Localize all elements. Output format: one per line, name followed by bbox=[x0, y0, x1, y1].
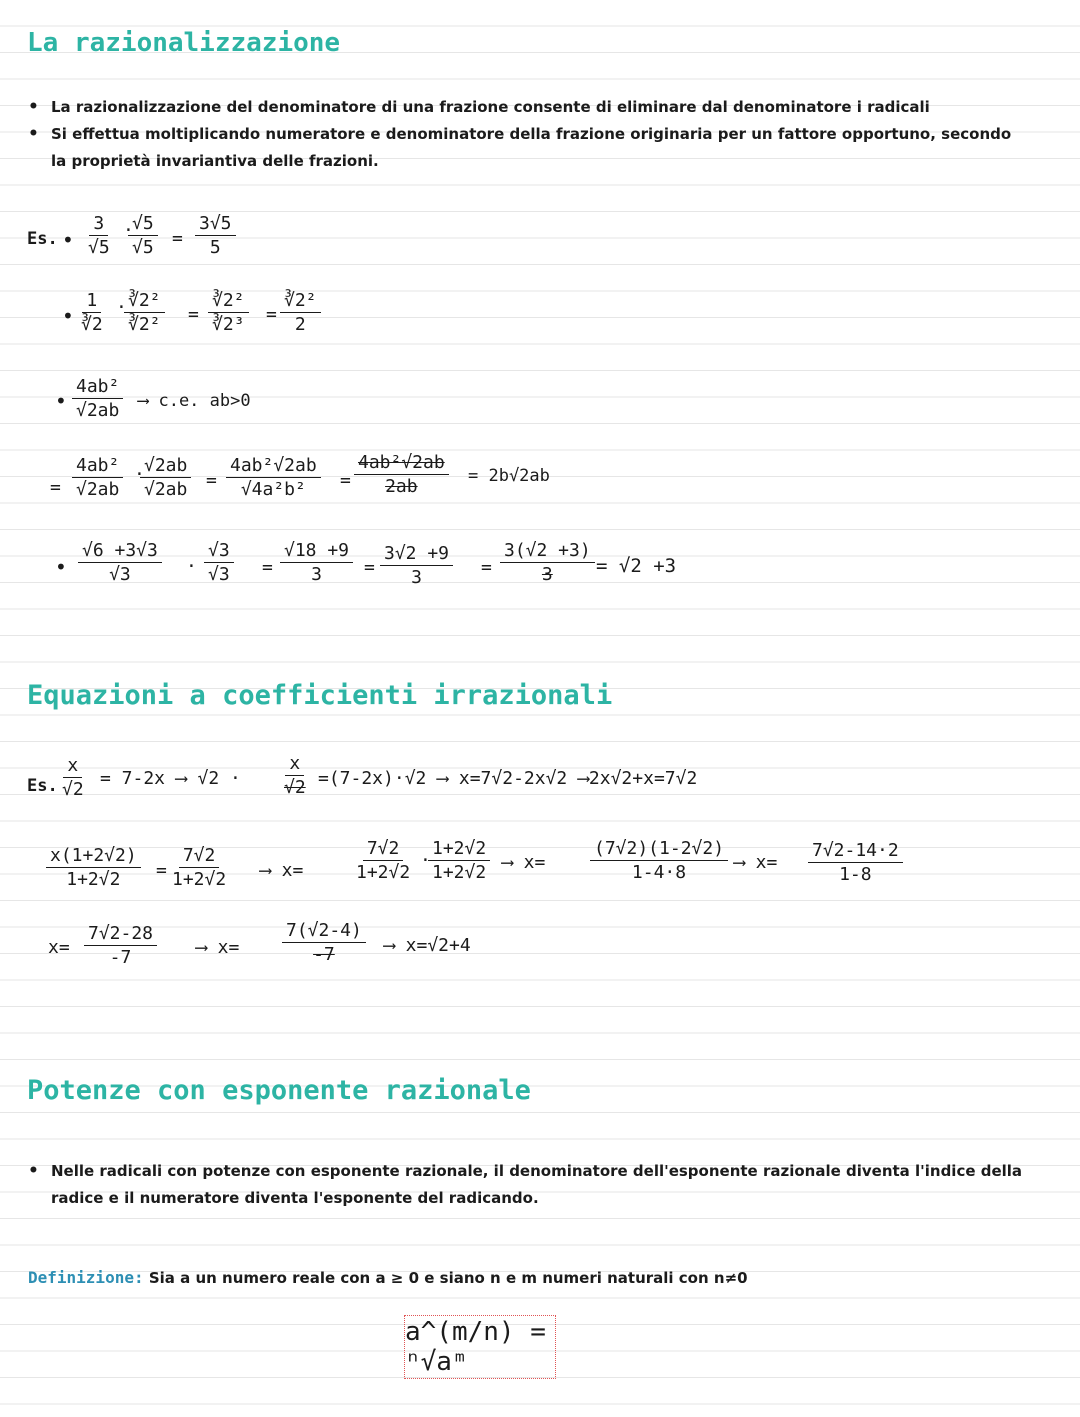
eq-line2-frac-d: $\frac{7√2-14\cdot 2}{1-8}$ bbox=[808, 840, 903, 885]
ex3-eq1: = bbox=[206, 470, 217, 491]
ex4-eq2: = bbox=[364, 557, 375, 578]
eq-line2-arrow3: ⟶ x= bbox=[734, 852, 778, 873]
bullet-3: • Nelle radicali con potenze con esponente razionale, il denominatore dell'esponente razionale diventa l'indice della radice e il numeratore diventa l'esponente del radicando. bbox=[28, 1158, 1028, 1211]
definition bbox=[28, 1268, 748, 1287]
ex3-line2-frac2: $\frac{√2ab}{√2ab}$ bbox=[140, 455, 191, 500]
eq-line2-dot: · bbox=[420, 850, 431, 871]
eq-line3-frac1: $\frac{7√2-28}{-7}$ bbox=[84, 923, 157, 968]
ex4-result1: $\frac{√18 +9}{3}$ bbox=[280, 540, 353, 585]
ex3-result2: $\frac{\text{4ab²√2ab}}{2ab}$ bbox=[354, 452, 449, 497]
ex1-dot: · bbox=[123, 220, 134, 241]
ex1-eq: = bbox=[172, 228, 183, 249]
ex4-eq3: = bbox=[481, 557, 492, 578]
eq-line2-frac-a: $\frac{7√2}{1+2√2}$ bbox=[356, 838, 411, 883]
eq-line1-part1: = 7-2x ⟶ √2 · bbox=[100, 768, 241, 789]
ex2-dot: · bbox=[116, 297, 127, 318]
eq-line2-frac-c: $\frac{(7√2)(1-2√2)}{1-4\cdot 8}$ bbox=[590, 838, 728, 883]
ex3-frac: $\frac{\text{4ab²}}{√2ab}$ bbox=[72, 376, 123, 421]
ex2-mid: $\frac{\text{∛2²}}{\text{∛2³}}$ bbox=[208, 290, 249, 335]
ex4-dot: · bbox=[186, 556, 197, 577]
ex1-frac2: $\frac{√5}{√5}$ bbox=[128, 213, 158, 258]
ex3-condition: ⟶ c.e. ab>0 bbox=[138, 391, 251, 411]
example-label: Es. bbox=[27, 776, 58, 796]
eq-line2-rhs: $\frac{7√2}{1+2√2}$ bbox=[172, 845, 227, 890]
eq-line3-result: ⟶ x=√2+4 bbox=[384, 935, 471, 956]
example-bullet: • bbox=[55, 555, 67, 579]
ex2-frac1: $\frac{1}{∛2}$ bbox=[81, 290, 103, 335]
bullet-dot: • bbox=[28, 124, 39, 144]
bullet-2: • Si effettua moltiplicando numeratore e denominatore della frazione originaria per un fattore opportuno, secondo la proprietà invariantiva delle frazioni. bbox=[28, 121, 1028, 174]
ex1-result: $\frac{3√5}{5}$ bbox=[195, 213, 236, 258]
eq-line2-lhs: $\frac{x(1+2√2)}{1+2√2}$ bbox=[46, 845, 141, 890]
eq-line2-arrow1: ⟶ x= bbox=[260, 860, 304, 881]
example-bullet: • bbox=[62, 228, 74, 252]
ex2-result: $\frac{\text{∛2²}}{2}$ bbox=[280, 290, 321, 335]
ex2-eq1: = bbox=[188, 304, 199, 325]
ex3-final: = 2b√2ab bbox=[468, 466, 550, 486]
definition-label: Definizione: bbox=[28, 1268, 144, 1287]
title-potenze: Potenze con esponente razionale bbox=[27, 1075, 531, 1106]
ex1-frac1: $\frac{3}{√5}$ bbox=[88, 213, 110, 258]
eq-line3-arrow1: ⟶ x= bbox=[196, 937, 240, 958]
ex2-eq2: = bbox=[266, 304, 277, 325]
ex3-eq2: = bbox=[340, 470, 351, 491]
eq-line3-x: x= bbox=[48, 937, 70, 958]
example-label: Es. bbox=[27, 229, 58, 249]
bullet-dot: • bbox=[28, 1161, 39, 1181]
eq-line2-arrow2: ⟶ x= bbox=[502, 852, 546, 873]
ex2-frac2: $\frac{\text{∛2²}}{\text{∛2²}}$ bbox=[124, 290, 165, 335]
ex4-eq1: = bbox=[262, 557, 273, 578]
ex4-final: = √2 +3 bbox=[596, 555, 677, 577]
ex4-result3: $\frac{3(√2 +3)}{3}$ bbox=[500, 540, 595, 585]
eq-line2-frac-b: $\frac{1+2√2}{1+2√2}$ bbox=[428, 838, 490, 883]
eq-line1-frac2: $\frac{x}{√2}$ bbox=[284, 753, 306, 798]
eq-line2-eq: = bbox=[156, 860, 167, 881]
ex4-result2: $\frac{3√2 +9}{3}$ bbox=[380, 543, 453, 588]
ex4-frac2: $\frac{√3}{√3}$ bbox=[204, 540, 234, 585]
formula: a^(m/n) = ⁿ√aᵐ bbox=[405, 1317, 546, 1377]
ex3-result1: $\frac{\text{4ab²√2ab}}{\text{√4a²b²}}$ bbox=[226, 455, 321, 500]
bullet-1: • La razionalizzazione del denominatore di una frazione consente di eliminare dal denominatore i radicali bbox=[28, 94, 1028, 121]
bullet-dot: • bbox=[28, 97, 39, 117]
formula-box bbox=[404, 1315, 556, 1379]
ex3-line2-frac1: $\frac{\text{4ab²}}{√2ab}$ bbox=[72, 455, 123, 500]
ex3-dot: · bbox=[134, 464, 145, 485]
example-bullet: • bbox=[55, 389, 67, 413]
ex4-frac: $\frac{√6 +3√3}{√3}$ bbox=[78, 540, 162, 585]
title-equazioni: Equazioni a coefficienti irrazionali bbox=[27, 680, 613, 711]
title-razionalizzazione: La razionalizzazione bbox=[27, 28, 341, 58]
definition-text: Sia a un numero reale con a ≥ 0 e siano n e m numeri naturali con n≠0 bbox=[148, 1269, 748, 1287]
eq-line1-part2: =(7-2x)·√2 ⟶ x=7√2-2x√2 ⟶2x√2+x=7√2 bbox=[318, 768, 698, 789]
example-bullet: • bbox=[62, 304, 74, 328]
eq-line3-frac2: $\frac{7(√2-4)}{-7}$ bbox=[282, 920, 366, 965]
ex3-eq0: = bbox=[50, 477, 61, 498]
eq-line1-frac: $\frac{x}{√2}$ bbox=[62, 755, 84, 800]
